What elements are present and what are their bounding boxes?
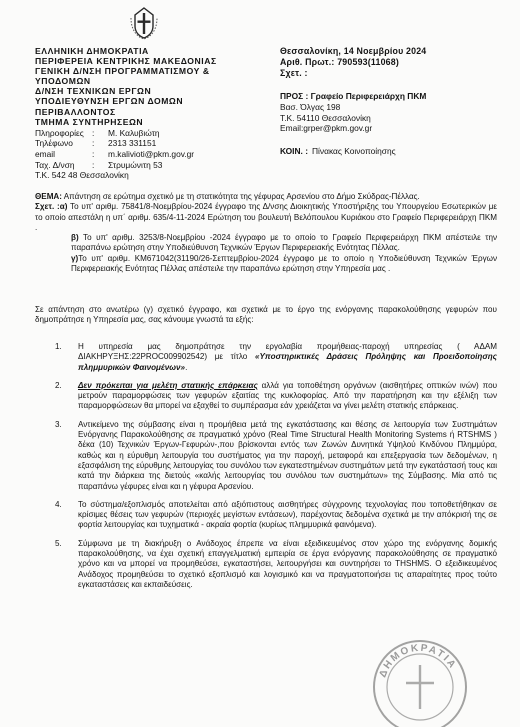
related-line: Σχετ. : [280, 68, 308, 78]
recipient-block [280, 91, 510, 134]
list-item [35, 500, 497, 531]
colon: : [92, 127, 95, 138]
related-label: Σχετ. : [35, 202, 60, 212]
related-b [35, 233, 497, 254]
item-text: Αντικείμενο της σύμβασης είναι η προμήθεια μετά της εγκατάστασης και θέσης σε λειτουργία των Συστημάτων Ενόργανης Παρακολούθησης σε πραγματικό χρόνο (Real Time Structural Health Monitoring Systems ή RTSHMS ) δέκα (10) Τεχνικών Έργων-Γεφυρών-,που βρίσκονται εντός των Ζωνών Δυνητικά Υψηλού Κινδύνου Πλημμύρα, καθώς και η εύρυθμη λειτουργία του συστήματος για την παροχή, μεταφορά και επεξεργασία των δεδομένων, η εξασφάλιση της εύρυθμης λειτουργίας του συνόλου των εγκατεστημένων συστημάτων μετά την εγκατάστασή τους και κατά την διάρκεια της διετούς «καλής λειτουργίας του συνόλου των συστημάτων» της Σύμβασης. Μία από τις παραπάνω γέφυρες είναι και η γέφυρα Αρσενίου. [78, 419, 497, 491]
item-text: Το σύστημα/εξοπλισμός αποτελείται από αξιόπιστους αισθητήρες σύγχρονης τεχνολογίας που τοποθετήθηκαν σε κρίσιμες θέσεις των γεφυρών (περιοχές μεγίστων εντάσεων), παρέχοντας δεδομένα σχετικά με την απόκρισή της σε φορτία λειτουργίας και τυχηματικά - ακραία φορτία (κυρίως πλημμυρικά φαινόμενα). [78, 499, 497, 530]
list-item [35, 420, 497, 492]
intro-paragraph: Σε απάντηση στο ανωτέρω (γ) σχετικό έγγραφο, και σχετικά με το έργο της ενόργανης παρακολούθησης γεφυρών που δημοπράτησε η Υπηρεσία μας, σας κάνουμε γνωστά τα εξής: [35, 305, 497, 325]
recipient-email[interactable]: Email:grper@pkm.gov.gr [280, 123, 373, 134]
org-line: ΥΠΟΔΟΜΩΝ [35, 76, 91, 87]
related-b-text: Το υπ' αριθμ. 3253/8-Νοεμβρίου -2024 έγγραφο με το οποίο το Γραφείο Περιφερειάρχη ΠΚΜ απέστειλε την παραπάνω ερώτηση στην Υποδιεύθυνση Τεχνικών Έργων Περιφερειακής Ενότητας Πέλλας. [71, 233, 497, 253]
issuing-authority-block [35, 46, 260, 181]
contact-label: Ταχ. Δ/νση [35, 159, 75, 170]
recipient-city: Τ.Κ. 54110 Θεσσαλονίκη [280, 112, 371, 123]
list-item [35, 342, 497, 373]
colon: : [92, 148, 95, 159]
postcode-line: Τ.Κ. 542 48 Θεσσαλονίκη [35, 170, 129, 181]
related-c-label: γ) [71, 253, 79, 263]
org-line: ΥΠΟΔΙΕΥΘΥΝΣΗ ΕΡΓΩΝ ΔΟΜΩΝ [35, 96, 184, 107]
document-meta [280, 46, 510, 79]
subject-line [35, 192, 497, 202]
contact-label: Πληροφορίες [35, 127, 84, 138]
org-line: ΕΛΛΗΝΙΚΗ ΔΗΜΟΚΡΑΤΙΑ [35, 46, 149, 56]
related-c [35, 254, 497, 275]
item-emphasis: Δεν πρόκειται για μελέτη στατικής επάρκειας [78, 380, 258, 390]
contact-label: Τηλέφωνο [35, 138, 73, 149]
item-number: 3. [55, 419, 62, 429]
colon: : [92, 138, 95, 149]
date-line: Θεσσαλονίκη, 14 Νοεμβρίου 2024 [280, 46, 427, 56]
official-seal-stamp [370, 637, 470, 727]
related-c-text: Το υπ' αριθμ. ΚΜ671042(31190/26-Σεπτεμβρίου-2024 έγγραφο με το οποίο η Υποδιεύθυνση Τεχνικών Έργων Περιφερειακής Ενότητας Πέλλας απέστειλε την παραπάνω ερώτηση στην Υπηρεσία μας . [71, 253, 497, 274]
item-number: 5. [55, 538, 62, 548]
org-line: ΠΕΡΙΒΑΛΛΟΝΤΟΣ [35, 106, 116, 117]
contact-value: 2313 331151 [108, 138, 157, 149]
item-number: 4. [55, 499, 62, 509]
org-line: Δ/ΝΣΗ ΤΕΧΝΙΚΩΝ ΕΡΓΩΝ [35, 86, 152, 97]
contact-row-postcode [35, 170, 260, 181]
contact-value: Στρυμώνιτη 53 [108, 159, 163, 170]
recipient-to: ΠΡΟΣ : Γραφείο Περιφερειάρχη ΠΚΜ [280, 91, 427, 101]
greek-coat-of-arms-icon [128, 6, 160, 40]
email-link[interactable]: m.kalivioti@pkm.gov.gr [108, 148, 195, 159]
org-line: ΠΕΡΙΦΕΡΕΙΑ ΚΕΝΤΡΙΚΗΣ ΜΑΚΕΔΟΝΙΑΣ [35, 56, 217, 67]
colon: : [92, 159, 95, 170]
cc-label: ΚΟΙΝ. : [280, 146, 308, 156]
contact-row-email [35, 149, 260, 160]
item-text: . [185, 362, 188, 372]
subject-block [35, 192, 497, 274]
related-a-text: Το υπ' αριθμ. 75841/8-Νοεμβρίου-2024 έγγραφο της Δ/νσης Διοικητικής Υποστήριξης του Υπουργείου Εσωτερικών με το οποίο απεστάλη η υπ΄ αριθμ. 635/4-11-2024 Ερώτηση του βουλευτή Βελόπουλου Κυριάκου στο Γραφείο Περιφερειάρχη ΠΚΜ . [35, 202, 497, 232]
subject-label: ΘΕΜΑ: [35, 192, 62, 201]
cc-value: Πίνακας Κοινοποίησης [312, 146, 396, 156]
subject-text: Απάντηση σε ερώτημα σχετικό με τη στατικότητα της γέφυρας Αρσενίου στο Δήμο Σκύδρας-Πέλλας. [61, 192, 420, 201]
contact-value: Μ. Καλυβιώτη [108, 127, 160, 138]
cc-block [280, 146, 396, 157]
contact-label: email [35, 148, 56, 159]
contact-row-phone [35, 138, 260, 149]
svg-text:ΔΗΜΟΚΡΑΤΙΑ: ΔΗΜΟΚΡΑΤΙΑ [377, 642, 459, 680]
org-line: ΓΕΝΙΚΗ Δ/ΝΣΗ ΠΡΟΓΡΑΜΜΑΤΙΣΜΟΥ & [35, 66, 210, 77]
related-b-label: β) [71, 233, 79, 243]
item-number: 2. [55, 380, 62, 390]
protocol-number: Αριθ. Πρωτ.: 790593(11068) [280, 57, 399, 67]
item-text: αλλά για τοποθέτηση οργάνων (αισθητήρες οπτικών ινών) που μετρούν παραμορφώσεις των γεφυρών εξαιτίας της κυκλοφορίας. Από την παρατήρηση και την εξέλιξη των παραμορφώσεων θα μπορεί να εξαχθεί το συμπέρασμα εάν χρειάζεται να γίνει μελέτη στατικής επάρκειας. [78, 380, 497, 411]
list-item [35, 381, 497, 412]
contact-row-address [35, 160, 260, 171]
related-a-label: α) [59, 202, 68, 212]
contact-details [35, 128, 260, 181]
list-item [35, 539, 497, 590]
org-line: ΤΜΗΜΑ ΣΥΝΤΗΡΗΣΕΩΝ [35, 116, 144, 127]
item-text: Σύμφωνα με τη διακήρυξη ο Ανάδοχος έπρεπε να είναι εξειδικευμένος στον χώρο της ενόργανης δομικής παρακολούθησης, να έχει σχετική επαγγελματική εμπειρία σε έργα ενόργανης παρακολούθησης σε πραγματικό χρόνο και να μπορεί να προμηθεύσει, εγκαταστήσει, λειτουργήσει και συντηρήσει το THSHMS. Ο εξειδικευμένος Ανάδοχος προμηθεύσει το σχετικό εξοπλισμό και λογισμικό και να πραγματοποιήσει τις απαραίτητες προς τούτο εγκαταστάσεις και εκπαιδεύσεις. [78, 538, 497, 589]
item-number: 1. [55, 342, 62, 351]
numbered-list [35, 342, 497, 598]
recipient-street: Βασ. Όλγας 198 [280, 101, 341, 112]
contact-row-info [35, 128, 260, 139]
related-a [35, 202, 497, 233]
item-text: Η υπηρεσία μας δημοπράτησε την εργολαβία προμήθειας-παροχή υπηρεσίας ( ΑΔΑΜ ΔΙΑΚΗΡΥΞΗΣ:22PROC009902542) με τίτλο [78, 342, 497, 362]
project-title: «Υποστηρικτικές Δράσεις Πρόληψης και Προειδοποίησης πλημμυρικών Φαινομένων» [78, 352, 497, 372]
